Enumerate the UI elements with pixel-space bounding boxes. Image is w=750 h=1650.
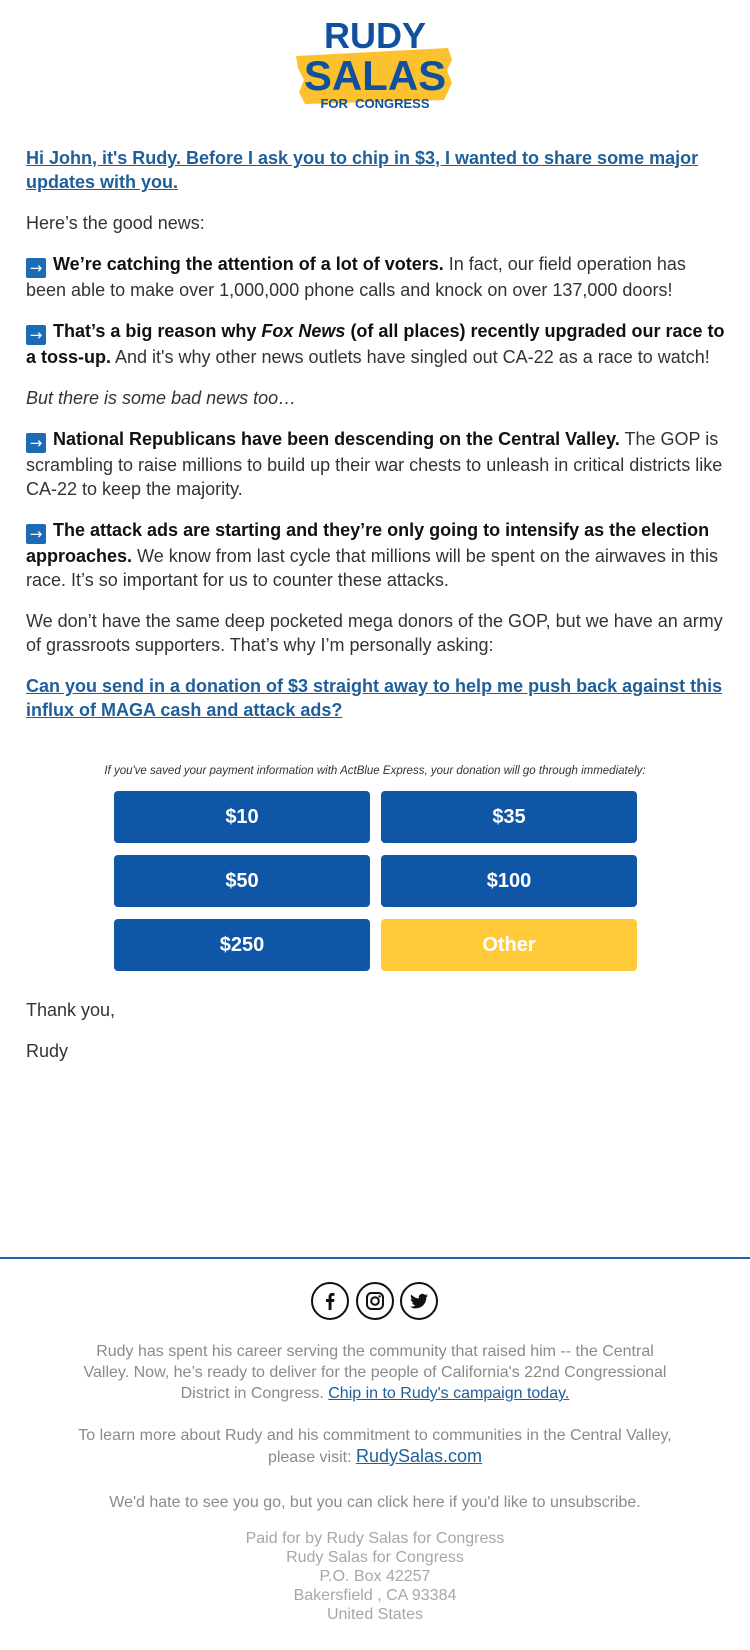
email-body xyxy=(26,146,726,739)
logo-line1: RUDY xyxy=(323,15,427,56)
bad-news-text: But there is some bad news too… xyxy=(26,388,297,408)
donate-250-button[interactable]: $250 xyxy=(114,919,370,971)
paragraph-fox-news: → That’s a big reason why Fox News (of all places) recently upgraded our race to a toss-up. And it's why other news outlets have singled out CA-22 as a race to watch! xyxy=(26,321,725,367)
paragraph-attack-ads: → The attack ads are starting and they’re only going to intensify as the election approaches. We know from last cycle that millions will be spent on the airwaves in this race. It’s so important for us to counter these attacks. xyxy=(26,520,718,590)
donate-35-button[interactable]: $35 xyxy=(381,791,637,843)
actblue-express-note: If you've saved your payment information with ActBlue Express, your donation will go through immediately: xyxy=(104,765,646,777)
signature: Rudy xyxy=(26,1041,69,1061)
paragraph-grassroots: We don’t have the same deep pocketed mega donors of the GOP, but we have an army of grassroots supporters. That’s why I’m personally asking: xyxy=(26,611,723,655)
logo-line3: FOR CONGRESS xyxy=(320,96,430,111)
website-link[interactable]: RudySalas.com xyxy=(355,1446,483,1466)
paid-for-text: Paid for by Rudy Salas for Congress xyxy=(245,1530,505,1547)
unsubscribe-text[interactable]: We'd hate to see you go, but you can click here if you'd like to unsubscribe. xyxy=(109,1494,641,1511)
logo-line2: SALAS xyxy=(303,52,447,99)
campaign-logo xyxy=(0,8,750,118)
paragraph-voters: → We’re catching the attention of a lot of voters. In fact, our field operation has been able to make over 1,000,000 phone calls and knock on over 137,000 doors! xyxy=(26,254,686,300)
facebook-icon[interactable] xyxy=(311,1282,349,1320)
thank-you-text: Thank you, xyxy=(26,1000,116,1020)
footer-address xyxy=(0,1529,750,1624)
chip-in-link[interactable]: Chip in to Rudy's campaign today. xyxy=(328,1385,570,1402)
city-state-zip: Bakersfield , CA 93384 xyxy=(293,1587,457,1604)
donate-other-button[interactable]: Other xyxy=(381,919,637,971)
country: United States xyxy=(326,1606,424,1623)
donate-50-button[interactable]: $50 xyxy=(114,855,370,907)
donate-100-button[interactable]: $100 xyxy=(381,855,637,907)
arrow-icon: → xyxy=(26,433,46,453)
arrow-icon: → xyxy=(26,524,46,544)
arrow-icon: → xyxy=(26,258,46,278)
po-box: P.O. Box 42257 xyxy=(319,1568,431,1585)
footer-bio: Rudy has spent his career serving the community that raised him -- the Central Valley. Now, he’s ready to deliver for the people of California's 22nd Congressional District in Congress. Chip in to Rudy's campaign today. xyxy=(83,1343,667,1402)
arrow-icon: → xyxy=(26,325,46,345)
twitter-icon[interactable] xyxy=(400,1282,438,1320)
org-name: Rudy Salas for Congress xyxy=(286,1549,464,1566)
footer-divider xyxy=(0,1257,750,1259)
donation-ask-link[interactable]: Can you send in a donation of $3 straight away to help me push back against this influx of MAGA cash and attack ads? xyxy=(26,676,723,720)
footer-learn-more: To learn more about Rudy and his commitment to communities in the Central Valley, please visit: RudySalas.com xyxy=(78,1427,672,1466)
good-news-text: Here’s the good news: xyxy=(26,213,205,233)
instagram-icon[interactable] xyxy=(356,1282,394,1320)
donate-10-button[interactable]: $10 xyxy=(114,791,370,843)
paragraph-republicans: → National Republicans have been descending on the Central Valley. The GOP is scrambling to raise millions to build up their war chests to unleash in critical districts like CA-22 to keep the majority. xyxy=(26,429,723,499)
intro-link[interactable]: Hi John, it's Rudy. Before I ask you to chip in $3, I wanted to share some major updates with you. xyxy=(26,148,699,192)
